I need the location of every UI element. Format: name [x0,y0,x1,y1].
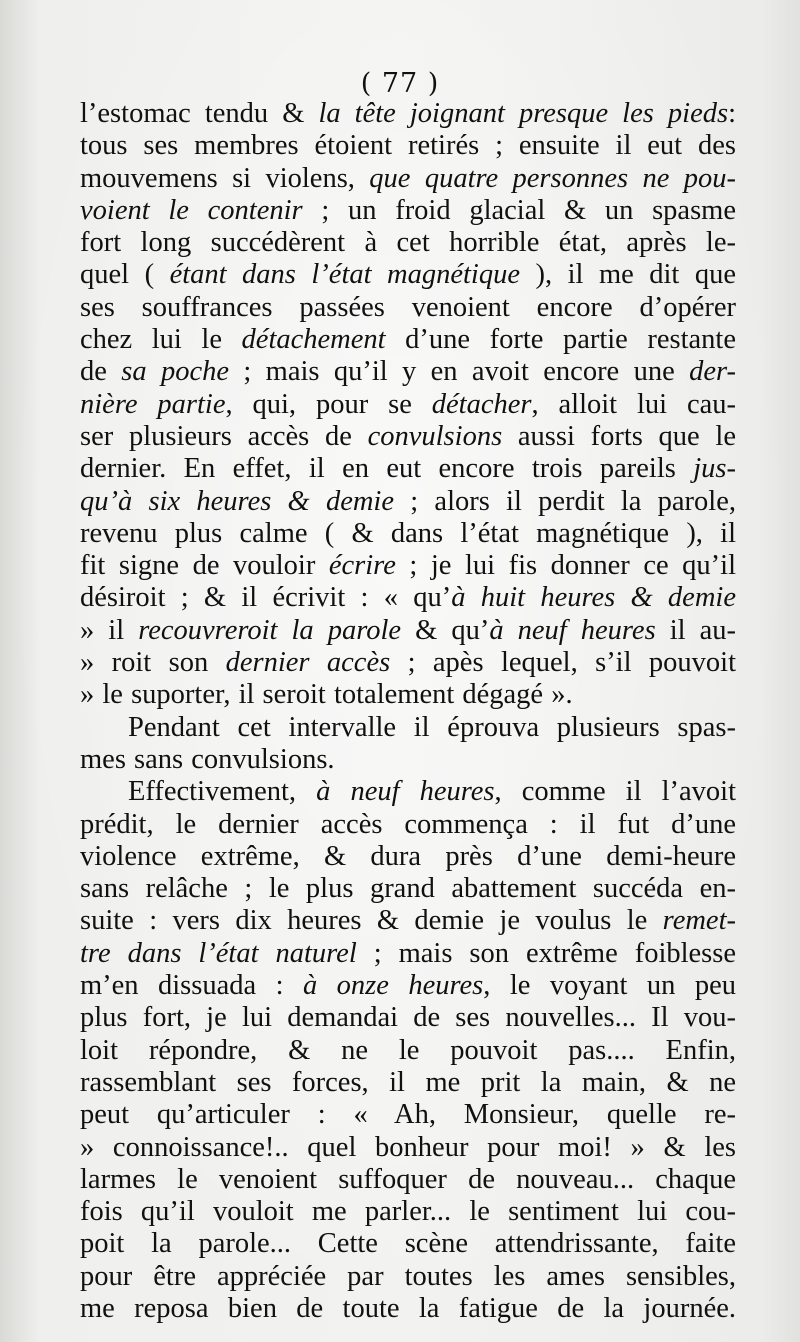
text-run: plus fort, je lui demandai de ses nouvelles... Il vou- [80,1002,736,1034]
text-run: , qui, pour se [225,388,432,420]
text-run: sans relâche ; le plus grand abattement succéda en- [80,873,736,905]
italic-text: recouvreroit la parole [138,614,402,646]
text-run: m’en dissuada : [80,970,303,1002]
text-line [80,292,736,324]
text-line [80,873,736,905]
text-line [80,130,736,162]
text-line [80,776,736,808]
italic-text: der- [689,356,736,388]
text-line [80,1164,736,1196]
text-run: fort long succédèrent à cet horrible état, après le- [80,227,736,259]
text-run: poit la parole... Cette scène attendrissante, faite [80,1228,736,1260]
text-line [80,1002,736,1034]
text-line [80,98,736,130]
page-body-text [80,98,736,1325]
italic-text: nière partie [80,388,226,420]
italic-text: convulsions [367,420,503,452]
italic-text: écrire [328,550,396,582]
text-run: : [728,98,736,129]
text-run: & qu’ [401,614,490,646]
text-run: ; apès lequel, s’il pouvoit [390,647,736,679]
text-line [80,679,736,711]
text-run: » il [80,614,139,646]
text-run: désiroit ; & il écrivit : « qu’ [80,582,452,614]
text-line [80,1132,736,1164]
text-line [80,550,736,582]
italic-text: dernier accès [225,647,391,679]
text-run: » connoissance!.. quel bonheur pour moi! » & les [80,1131,736,1163]
text-run: tous ses membres étoient retirés ; ensuite il eut des [80,130,736,162]
text-run: suite : vers dix heures & demie je voulus le [80,905,663,937]
text-line [80,615,736,647]
text-line [80,582,736,614]
text-run: peut qu’articuler : « Ah, Monsieur, quelle re- [80,1099,736,1131]
text-line [80,1067,736,1099]
text-run: prédit, le dernier accès commença : il fut d’une [80,808,736,840]
text-line [80,227,736,259]
text-run: mes sans convulsions. [80,743,335,775]
text-line [80,259,736,291]
text-line [80,809,736,841]
text-line [80,970,736,1002]
text-run: » roit son [80,647,226,679]
text-run: quel ( [80,259,170,291]
text-run: il au- [655,614,737,646]
text-run: fit signe de vouloir [80,550,329,582]
italic-text: détacher [431,388,532,420]
text-run: ser plusieurs accès de [80,420,368,452]
text-line [80,712,736,744]
text-run: ), il me dit que [520,259,736,291]
text-run: ; mais qu’il y en avoit encore une [229,356,690,388]
text-run: Effectivement, [128,776,317,808]
text-line [80,163,736,195]
text-line [80,1099,736,1131]
italic-text: à huit heures & demie [451,582,736,614]
text-line [80,1293,736,1325]
text-run: ; mais son extrême foiblesse [356,937,737,969]
text-run: l’estomac tendu & [80,98,319,129]
text-run: fois qu’il vouloit me parler... le sentiment lui cou- [80,1196,736,1228]
text-line [80,1196,736,1228]
text-run: , comme il l’avoit [494,776,736,808]
italic-text: remet- [662,905,736,937]
italic-text: jus- [693,453,736,485]
page-number: ( 77 ) [360,68,440,99]
text-run: Pendant cet intervalle il éprouva plusieurs spas- [128,711,736,743]
italic-text: à neuf heures [489,614,656,646]
text-run: larmes le venoient suffoquer de nouveau... chaque [80,1163,736,1195]
text-line [80,421,736,453]
text-line [80,744,736,776]
text-run: pour être appréciée par toutes les ames sensibles, [80,1260,736,1292]
text-run: » le suporter, il seroit totalement dégagé ». [80,679,573,711]
text-line [80,1261,736,1293]
italic-text: à neuf heures [316,776,495,808]
text-run: ; je lui fis donner ce qu’il [395,550,736,582]
text-line [80,905,736,937]
italic-text: la tête joignant presque les pieds [318,98,729,129]
text-line [80,324,736,356]
text-run: violence extrême, & dura près d’une demi-heure [80,840,736,872]
text-run: ; un froid glacial & un spasme [302,194,736,226]
text-line [80,841,736,873]
text-run: me reposa bien de toute la fatigue de la journée. [80,1292,736,1324]
text-run: d’une forte partie restante [385,324,737,356]
italic-text: sa poche [121,356,230,388]
text-line [80,356,736,388]
text-line [80,647,736,679]
text-line [80,1228,736,1260]
text-run: , le voyant un peu [483,970,736,1002]
italic-text: à onze heures [302,970,484,1002]
text-line [80,1035,736,1067]
text-run: ses souffrances passées venoient encore d’opérer [80,291,736,323]
italic-text: qu’à six heures & demie [80,485,395,517]
text-run: ; alors il perdit la parole, [394,485,736,517]
text-line [80,453,736,485]
italic-text: détachement [241,324,386,356]
text-line [80,938,736,970]
text-run: loit répondre, & ne le pouvoit pas.... Enfin, [80,1034,736,1066]
text-run: aussi forts que le [502,420,736,452]
italic-text: tre dans l’état naturel [80,937,357,969]
text-run: , alloit lui cau- [531,388,736,420]
text-run: de [80,356,122,388]
text-line [80,518,736,550]
text-run: mouvemens si violens, [80,162,370,194]
text-run: dernier. En effet, il en eut encore trois pareils [80,453,694,485]
italic-text: que quatre personnes ne pou- [369,162,736,194]
italic-text: étant dans l’état magnétique [169,259,520,291]
text-line [80,389,736,421]
text-run: chez lui le [80,324,242,356]
text-run: rassemblant ses forces, il me prit la main, & ne [80,1066,736,1098]
text-line [80,486,736,518]
text-run: revenu plus calme ( & dans l’état magnétique ), il [80,517,736,549]
italic-text: voient le contenir [80,194,303,226]
text-line [80,195,736,227]
